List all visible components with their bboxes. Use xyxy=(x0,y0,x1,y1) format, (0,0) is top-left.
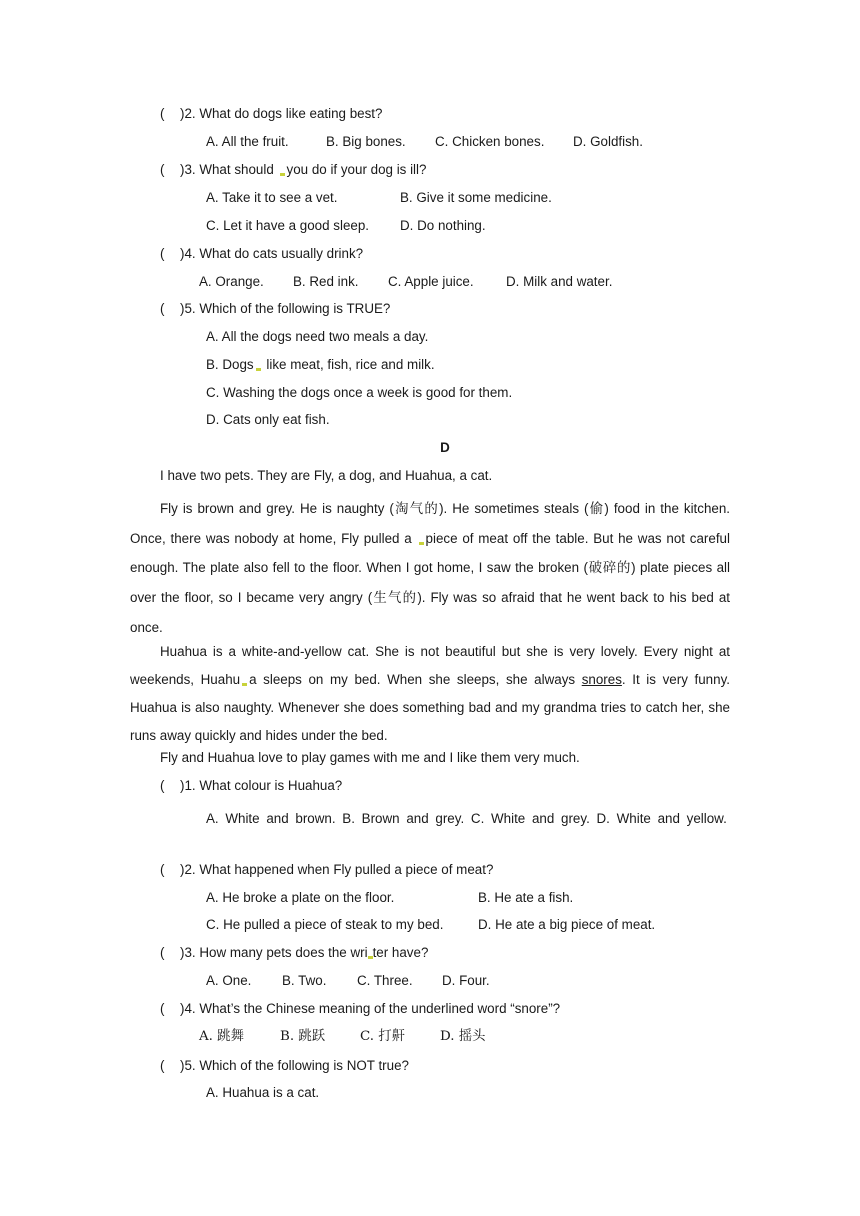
option-b: B. Two. xyxy=(282,973,327,988)
question-text: )4. What do cats usually drink? xyxy=(180,246,364,261)
option-b xyxy=(206,356,435,374)
option-d: D. Do nothing. xyxy=(400,218,486,233)
option-d: D. Cats only eat fish. xyxy=(206,412,330,427)
question-text: )5. Which of the following is TRUE? xyxy=(180,301,391,316)
question-text-cont: you do if your dog is ill? xyxy=(286,162,427,177)
option-c: C. 打鼾 xyxy=(360,1029,406,1044)
option-a: A. 跳舞 xyxy=(199,1029,244,1044)
paragraph-4: Fly and Huahua love to play games with me and I like them very much. xyxy=(160,750,580,765)
option-b-text: B. Dogs xyxy=(206,357,254,372)
paragraph-3 xyxy=(130,638,730,750)
text: ) plate pieces all over the floor, so I became very angry ( xyxy=(130,560,730,605)
highlight-mark xyxy=(242,683,247,686)
text: Huahua is a white-and-yellow cat. She is not beautiful but she is very lovely. Every night at weekends, Huahu xyxy=(130,644,730,687)
question-c2 xyxy=(160,105,382,123)
answer-blank[interactable]: ( xyxy=(160,862,165,877)
question-d3 xyxy=(160,944,428,962)
option-b-text-cont: like meat, fish, rice and milk. xyxy=(266,357,435,372)
answer-blank[interactable]: ( xyxy=(160,1001,165,1016)
chinese-gloss: 破碎的 xyxy=(587,561,632,576)
chinese-gloss: 淘气的 xyxy=(393,502,440,517)
question-text-cont: ter have? xyxy=(372,945,429,960)
question-d2 xyxy=(160,861,493,879)
option-a: A. Huahua is a cat. xyxy=(206,1085,320,1100)
chinese-gloss: 偷 xyxy=(588,502,605,517)
question-text: )1. What colour is Huahua? xyxy=(180,778,343,793)
question-text: )4. What’s the Chinese meaning of the underlined word “snore”? xyxy=(180,1001,561,1016)
text: ). Fly was so afraid that he went back to his bed at once. xyxy=(130,590,730,635)
option-c: C. He pulled a piece of steak to my bed. xyxy=(206,917,444,932)
option-c: C. Three. xyxy=(357,973,413,988)
question-text: )5. Which of the following is NOT true? xyxy=(180,1058,409,1073)
question-text: )2. What happened when Fly pulled a piece of meat? xyxy=(180,862,494,877)
answer-blank[interactable]: ( xyxy=(160,1058,165,1073)
text: Fly is brown and grey. He is naughty ( xyxy=(160,501,394,516)
option-d: D. Goldfish. xyxy=(573,134,643,149)
question-d5 xyxy=(160,1057,409,1075)
question-c4 xyxy=(160,245,363,263)
text: ). He sometimes steals ( xyxy=(439,501,589,516)
section-heading: D xyxy=(440,440,450,455)
option-d: D. 摇头 xyxy=(440,1029,486,1044)
option-row xyxy=(206,133,289,151)
answer-blank[interactable]: ( xyxy=(160,301,165,316)
question-c3 xyxy=(160,161,426,179)
question-text: )3. How many pets does the wri xyxy=(180,945,368,960)
chinese-gloss: 生气的 xyxy=(372,591,418,606)
paragraph-1: I have two pets. They are Fly, a dog, and Huahua, a cat. xyxy=(160,468,493,483)
question-c5 xyxy=(160,300,390,318)
text: . It is very funny. Huahua is also naughty. Whenever she does something bad and my grandma tries to catch her, she runs away quickly and hides under the bed. xyxy=(130,672,730,743)
text: a sleeps on my bed. When she sleeps, she always xyxy=(249,672,576,687)
text: ) food in the kitchen. Once, there was nobody at home, Fly pulled a xyxy=(130,501,731,546)
paragraph-2 xyxy=(130,494,730,642)
option-c: C. Let it have a good sleep. xyxy=(206,218,370,233)
answer-blank[interactable]: ( xyxy=(160,246,165,261)
option-a: A. Take it to see a vet. xyxy=(206,190,338,205)
option-d: D. He ate a big piece of meat. xyxy=(478,917,656,932)
option-a: A. Orange. xyxy=(199,274,264,289)
text: piece of meat off the table. But he was not careful enough. The plate also fell to the floor. When I got home, I saw the broken ( xyxy=(130,531,730,575)
option-b: B. Red ink. xyxy=(293,274,359,289)
answer-blank[interactable]: ( xyxy=(160,945,165,960)
option-a: A. He broke a plate on the floor. xyxy=(206,890,395,905)
option-b: B. He ate a fish. xyxy=(478,890,574,905)
answer-blank[interactable]: ( xyxy=(160,778,165,793)
highlight-mark xyxy=(419,542,424,545)
option-b: B. 跳跃 xyxy=(280,1029,326,1044)
option-d: D. Four. xyxy=(442,973,490,988)
answer-blank[interactable]: ( xyxy=(160,106,165,121)
answer-blank[interactable]: ( xyxy=(160,162,165,177)
option-c: C. Washing the dogs once a week is good for them. xyxy=(206,385,513,400)
option-a: A. One. xyxy=(206,973,252,988)
option-a: A. All the fruit. xyxy=(206,134,289,149)
question-d4 xyxy=(160,1000,560,1018)
option-b: B. Big bones. xyxy=(326,134,406,149)
option-b: B. Give it some medicine. xyxy=(400,190,552,205)
question-text: )2. What do dogs like eating best? xyxy=(180,106,383,121)
option-c: C. Chicken bones. xyxy=(435,134,545,149)
question-d1 xyxy=(160,777,342,795)
underlined-word: snores xyxy=(581,672,622,687)
option-row: A. White and brown. B. Brown and grey. C. White and grey. D. White and yellow. xyxy=(206,811,727,826)
option-c: C. Apple juice. xyxy=(388,274,474,289)
option-d: D. Milk and water. xyxy=(506,274,613,289)
highlight-mark xyxy=(280,173,285,176)
highlight-mark xyxy=(256,368,261,371)
question-text: )3. What should xyxy=(180,162,274,177)
option-a: A. All the dogs need two meals a day. xyxy=(206,329,429,344)
